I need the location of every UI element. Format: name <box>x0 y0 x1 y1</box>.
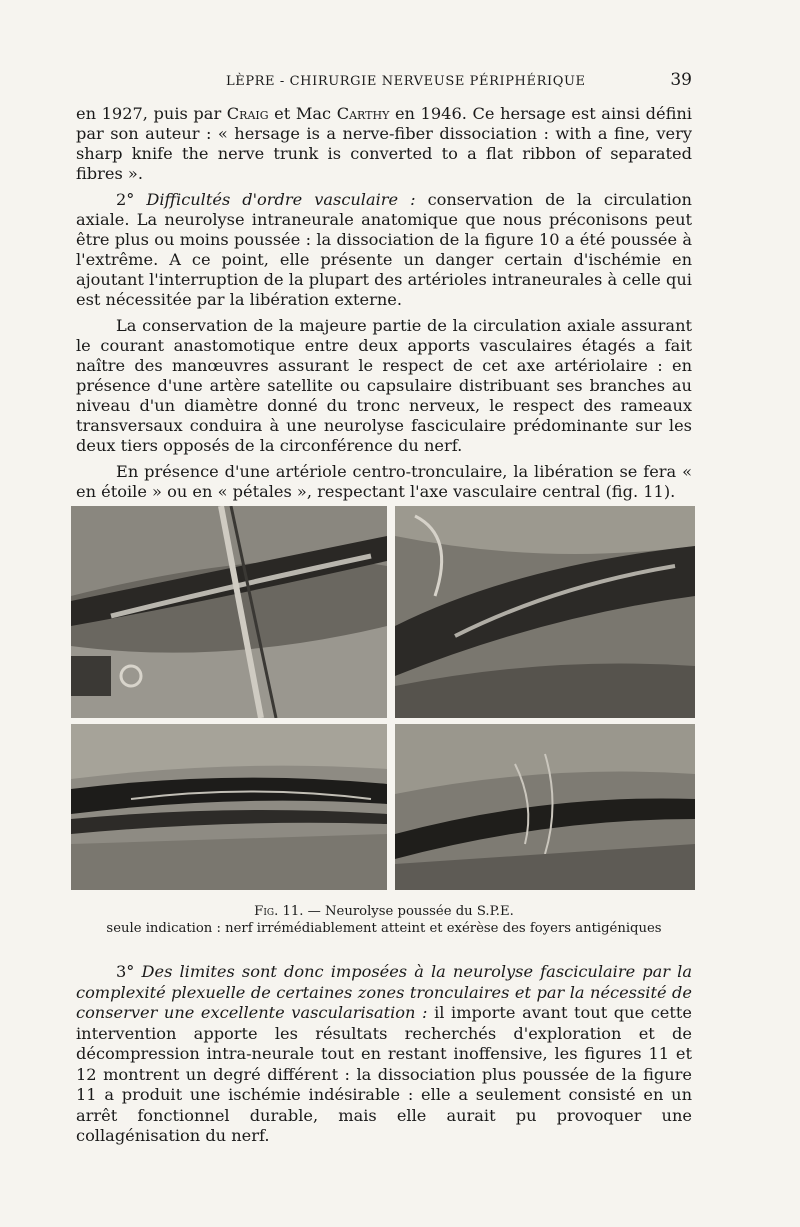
lower-body <box>76 962 692 1147</box>
surgical-photo <box>395 724 695 890</box>
paragraph-1 <box>76 104 692 184</box>
section-number: 3° <box>116 962 142 981</box>
figure-11 <box>71 506 695 890</box>
author-name: Carthy <box>336 104 390 123</box>
paragraph-2 <box>76 190 692 310</box>
author-name: Craig <box>226 104 269 123</box>
figure-label: Fig. 11. <box>254 904 304 919</box>
section-heading: Difficultés d'ordre vasculaire : <box>146 190 416 209</box>
caption-text: — Neurolyse poussée du S.P.E. <box>303 904 514 919</box>
running-header <box>76 70 692 90</box>
running-title: LÈPRE - CHIRURGIE NERVEUSE PÉRIPHÉRIQUE <box>226 74 586 89</box>
surgical-photo <box>71 506 387 718</box>
page-number: 39 <box>670 70 692 90</box>
surgical-photo <box>395 506 695 718</box>
paragraph-5 <box>76 962 692 1147</box>
surgical-photo <box>71 724 387 890</box>
caption-line-1 <box>76 903 692 920</box>
paragraph-4: En présence d'une artériole centro-tronculaire, la libération se fera « en étoile » ou en « pétales », respectant l'axe vasculaire central (fig. 11). <box>76 462 692 501</box>
page-body <box>76 70 692 502</box>
text-run: conservation de la circulation axiale. La neurolyse intraneurale anatomique que nous préconisons peut être plus ou moins poussée : la dissociation de la figure 10 a été poussée à l'extrême. A ce point, elle présente un danger certain d'ischémie en ajoutant l'interruption de la plupart des artérioles intraneurales à celle qui est nécessitée par la libération externe. <box>76 190 692 309</box>
text-run: en 1927, puis par <box>76 104 227 123</box>
section-number: 2° <box>116 190 147 209</box>
text-run: et Mac <box>268 104 337 123</box>
caption-line-2: seule indication : nerf irrémédiablement atteint et exérèse des foyers antigéniques <box>106 921 662 936</box>
paragraph-3: La conservation de la majeure partie de la circulation axiale assurant le courant anastomotique entre deux apports vasculaires étagés a fait naître des manœuvres assurant le respect de cet axe artériolaire : en présence d'une artère satellite ou capsulaire distribuant ses branches au niveau d'un diamètre donné du tronc nerveux, le respect des rameaux transversaux conduira à une neurolyse fasciculaire prédominante sur les deux tiers opposés de la circonférence du nerf. <box>76 316 692 455</box>
figure-caption <box>76 903 692 937</box>
section-heading: Des limites sont donc imposées à la neurolyse fasciculaire par la complexité plexuelle de certaines zones tronculaires et par la nécessité de conserver une excellente vascularisation : <box>76 962 692 1022</box>
text-run: en 1946. Ce hersage est ainsi défini par son auteur : « hersage is a nerve-fiber dissociation : with a fine, very sharp knife the nerve trunk is converted to a flat ribbon of separated fibres ». <box>76 104 692 183</box>
text-run: il importe avant tout que cette intervention apporte les résultats recherchés d'exploration et de décompression intra-neurale tout en restant inoffensive, les figures 11 et 12 montrent un degré différent : la dissociation plus poussée de la figure 11 a produit une ischémie indésirable : elle a seulement consisté en un arrêt fonctionnel durable, mais elle aurait pu provoquer une collagénisation du nerf. <box>76 1003 692 1145</box>
